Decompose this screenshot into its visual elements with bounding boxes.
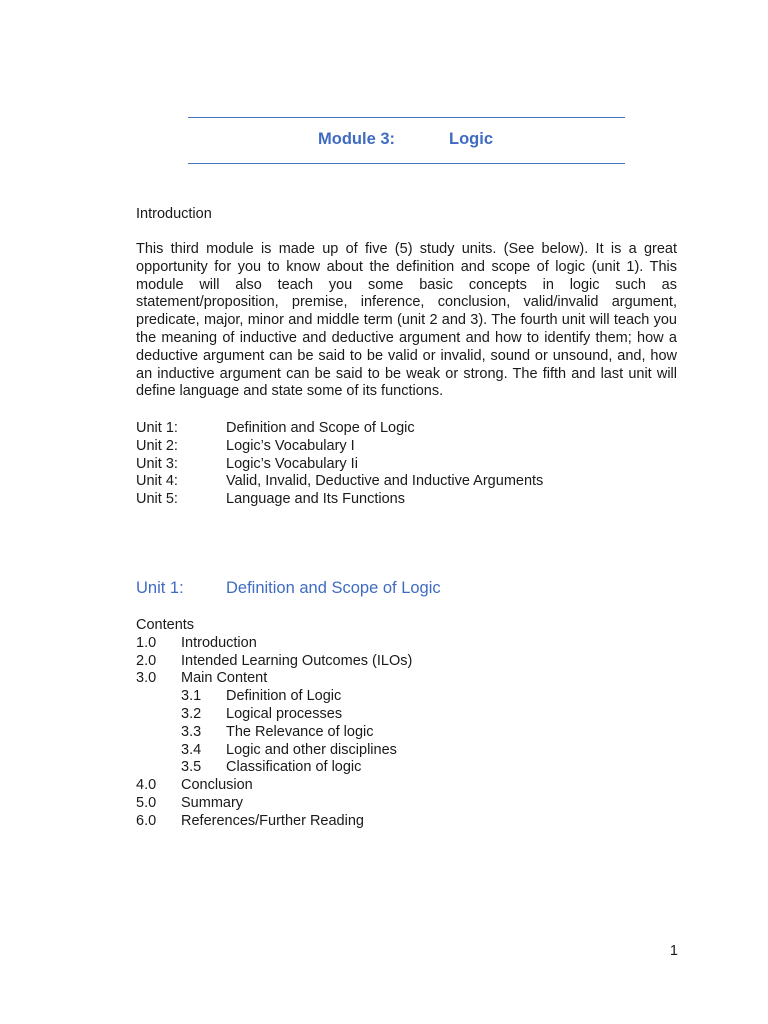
unit-list-item — [136, 473, 677, 491]
unit-list-item — [136, 456, 677, 474]
contents-item — [136, 795, 677, 813]
contents-item-label: Logic and other disciplines — [226, 741, 397, 758]
contents-item-number: 3.1 — [181, 688, 202, 705]
unit-section-heading — [136, 579, 677, 603]
contents-heading: Contents — [136, 617, 195, 633]
contents-item-number: 3.4 — [181, 741, 202, 758]
contents-item — [136, 635, 677, 653]
unit-label: Unit 2: — [136, 437, 178, 454]
intro-paragraph: This third module is made up of five (5) study units. (See below). It is a great opportunity for you to know about the definition and scope of logic (unit 1). This module will also teach you some basic concepts in logic such as statement/proposition, premise, inference, conclusion, valid/invalid argument, predicate, major, minor and middle term (unit 2 and 3). The fourth unit will teach you the meaning of inductive and deductive argument and how to identify them; how a deductive argument can be said to be valid or invalid, sound or unsound, and, how an inductive argument can be said to be weak or strong. The fifth and last unit will define language and state some of its functions. — [136, 241, 677, 400]
title-bottom-rule — [188, 163, 625, 164]
unit-list-item — [136, 420, 677, 438]
contents-item — [136, 670, 677, 688]
contents-item-label: The Relevance of logic — [226, 723, 374, 740]
contents-item-label: Intended Learning Outcomes (ILOs) — [181, 652, 413, 669]
unit-label: Unit 5: — [136, 491, 178, 508]
module-name: Logic — [449, 130, 493, 148]
unit-section-label: Unit 1: — [136, 579, 184, 597]
unit-section-title: Definition and Scope of Logic — [226, 579, 441, 597]
unit-list-item — [136, 438, 677, 456]
contents-item-label: Definition of Logic — [226, 688, 342, 705]
contents-item-number: 3.5 — [181, 759, 202, 776]
contents-subitem — [136, 688, 677, 706]
unit-title: Definition and Scope of Logic — [226, 420, 415, 436]
unit-title: Valid, Invalid, Deductive and Inductive Arguments — [226, 473, 544, 490]
contents-item-number: 4.0 — [136, 777, 157, 794]
module-number: Module 3: — [318, 130, 395, 148]
contents-item-label: Main Content — [181, 670, 268, 687]
unit-list — [136, 420, 677, 509]
intro-heading: Introduction — [136, 206, 212, 222]
contents-item-number: 3.3 — [181, 723, 202, 740]
unit-label: Unit 4: — [136, 473, 178, 490]
contents-item — [136, 813, 677, 831]
unit-title: Logic’s Vocabulary I — [226, 437, 355, 454]
module-title — [0, 130, 768, 154]
contents-item — [136, 777, 677, 795]
contents-item-label: Conclusion — [181, 777, 253, 794]
title-top-rule — [188, 117, 625, 118]
contents-subitem — [136, 724, 677, 742]
unit-label: Unit 3: — [136, 455, 178, 472]
contents-list — [136, 617, 677, 831]
unit-label: Unit 1: — [136, 420, 178, 436]
contents-item-label: Logical processes — [226, 705, 343, 722]
contents-subitem — [136, 706, 677, 724]
contents-item-label: Summary — [181, 794, 244, 811]
contents-item-number: 6.0 — [136, 812, 157, 829]
page-number: 1 — [669, 943, 678, 959]
unit-list-item — [136, 491, 677, 509]
contents-item-label: Introduction — [181, 634, 257, 651]
contents-item-number: 5.0 — [136, 794, 157, 811]
unit-title: Language and Its Functions — [226, 491, 405, 508]
contents-item-label: References/Further Reading — [181, 812, 364, 829]
contents-subitem — [136, 759, 677, 777]
contents-item-number: 1.0 — [136, 634, 157, 651]
contents-item-number: 2.0 — [136, 652, 157, 669]
contents-item-number: 3.0 — [136, 670, 157, 687]
contents-item-number: 3.2 — [181, 705, 202, 722]
contents-subitem — [136, 742, 677, 760]
contents-item — [136, 653, 677, 671]
contents-item-label: Classification of logic — [226, 759, 362, 776]
unit-title: Logic’s Vocabulary Ii — [226, 455, 358, 472]
